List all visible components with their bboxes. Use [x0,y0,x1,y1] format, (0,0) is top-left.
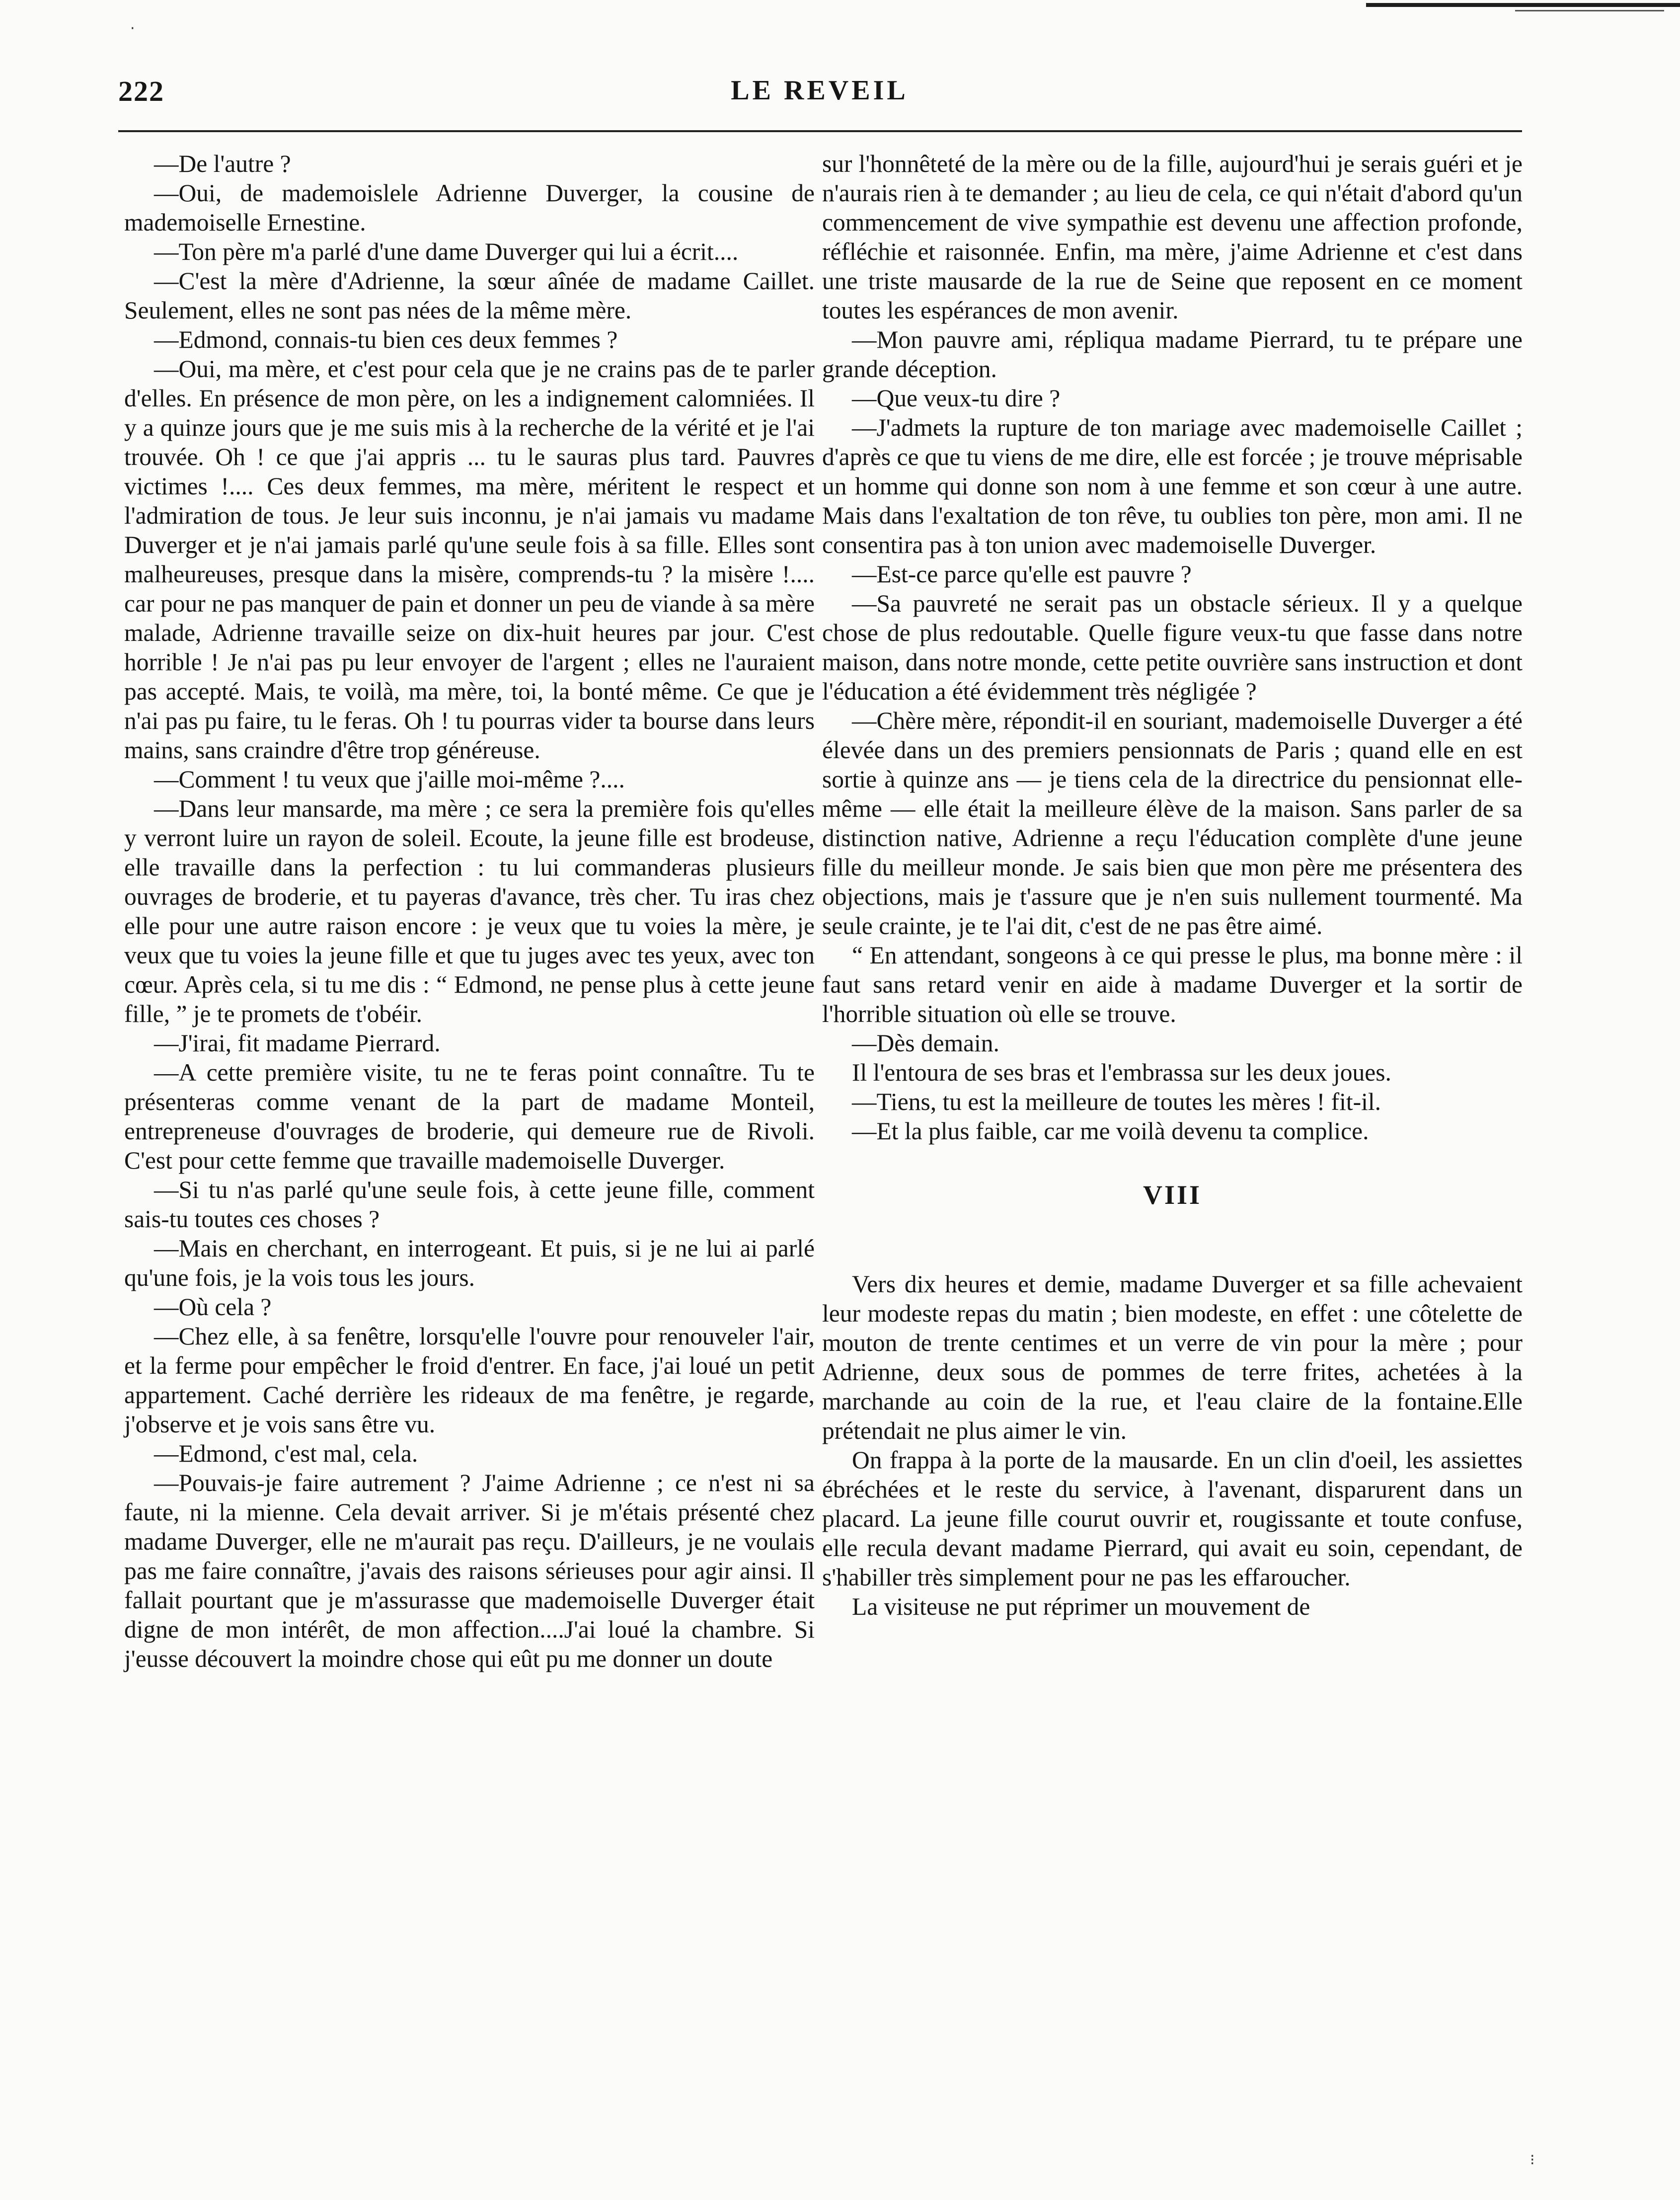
print-speck-mark: ⁝ [1530,2151,1535,2169]
paragraph: —C'est la mère d'Adrienne, la sœur aînée de madame Caillet. Seulement, elles ne sont pas nées de la même mère. [124,267,815,324]
chapter-heading: VIII [1143,1180,1202,1210]
paragraph: —Ton père m'a parlé d'une dame Duverger qui lui a écrit.... [154,238,739,265]
paragraph: —Oui, de mademoislele Adrienne Duverger, la cousine de mademoiselle Ernestine. [124,179,815,236]
paragraph: —Edmond, c'est mal, cela. [154,1440,418,1467]
paragraph: —J'irai, fit madame Pierrard. [154,1029,441,1057]
paragraph: —J'admets la rupture de ton mariage avec mademoiselle Caillet ; d'après ce que tu viens de me dire, elle est forcée ; je trouve méprisable un homme qui donne son nom à une femme et son cœur à une autre. Mais dans l'exaltation de ton rêve, tu oublies ton père, mon ami. Il ne consentira pas à ton union avec mademoiselle Duverger. [822,414,1523,558]
top-edge-rule [1366,3,1680,7]
running-title: LE REVEIL [731,75,909,106]
header-rule [118,130,1522,132]
right-column [822,149,1523,1621]
print-speck-mark: · [130,20,135,37]
paragraph: —Sa pauvreté ne serait pas un obstacle sérieux. Il y a quelque chose de plus redoutable. Quelle figure veux-tu que fasse dans notre maison, dans notre monde, cette petite ouvrière sans instruction et dont l'éducation a été évidemment très négligée ? [822,590,1523,705]
paragraph: —Oui, ma mère, et c'est pour cela que je ne crains pas de te parler d'elles. En présence de mon père, on les a indignement calomniées. Il y a quinze jours que je me suis mis à la recherche de la vérité et je l'ai trouvée. Oh ! ce que j'ai appris ... tu le sauras plus tard. Pauvres victimes !.... Ces deux femmes, ma mère, méritent le respect et l'admiration de tous. Je leur suis inconnu, je n'ai jamais vu madame Duverger et je n'ai jamais parlé qu'une seule fois à sa fille. Elles sont malheureuses, presque dans la misère, comprends-tu ? la misère !.... car pour ne pas manquer de pain et donner un peu de viande à sa mère malade, Adrienne travaille seize on dix-huit heures par jour. C'est horrible ! Je n'ai pas pu leur envoyer de l'argent ; elles ne l'auraient pas accepté. Mais, te voilà, ma mère, toi, la bonté même. Ce que je n'ai pas pu faire, tu le feras. Oh ! tu pourras vider ta bourse dans leurs mains, sans craindre d'être trop généreuse. [124,355,815,764]
paragraph: —Si tu n'as parlé qu'une seule fois, à cette jeune fille, comment sais-tu toutes ces choses ? [124,1176,815,1233]
paragraph: La visiteuse ne put réprimer un mouvement de [852,1593,1310,1620]
paragraph: —Comment ! tu veux que j'aille moi-même ?.... [154,766,625,793]
paragraph: —Chez elle, à sa fenêtre, lorsqu'elle l'ouvre pour renouveler l'air, et la ferme pour empêcher le froid d'entrer. En face, j'ai loué un petit appartement. Caché derrière les rideaux de ma fenêtre, je regarde, j'observe et je vois sans être vu. [124,1323,815,1438]
paragraph: —A cette première visite, tu ne te feras point connaître. Tu te présenteras comme venant de la part de madame Monteil, entrepreneuse d'ouvrages de broderie, qui demeure rue de Rivoli. C'est pour cette femme que travaille mademoiselle Duverger. [124,1059,815,1174]
paragraph: —Chère mère, répondit-il en souriant, mademoiselle Duverger a été élevée dans un des premiers pensionnats de Paris ; quand elle en est sortie à quinze ans — je tiens cela de la directrice du pensionnat elle-même — elle était la meilleure élève de la maison. Sans parler de sa distinction native, Adrienne a reçu l'éducation complète d'une jeune fille du meilleur monde. Je sais bien que mon père me présentera des objections, mais je t'assure que je n'en suis nullement tourmenté. Ma seule crainte, je te l'ai dit, c'est de ne pas être aimé. [822,707,1523,940]
paragraph: —Est-ce parce qu'elle est pauvre ? [852,560,1192,588]
paragraph: Vers dix heures et demie, madame Duverger et sa fille achevaient leur modeste repas du matin ; bien modeste, en effet : une côtelette de mouton de trente centimes et un verre de vin pour la mère ; pour Adrienne, deux sous de pommes de terre frites, achetées à la marchande au coin de la rue, et l'eau claire de la fontaine.Elle prétendait ne plus aimer le vin. [822,1270,1523,1444]
paragraph: —Et la plus faible, car me voilà devenu ta complice. [852,1117,1369,1145]
paragraph: —Que veux-tu dire ? [852,385,1061,412]
paragraph: —Mon pauvre ami, répliqua madame Pierrard, tu te prépare une grande déception. [822,326,1523,383]
paragraph: —Dès demain. [852,1029,999,1057]
paragraph: —De l'autre ? [154,150,291,177]
paragraph: —Edmond, connais-tu bien ces deux femmes ? [154,326,618,353]
paragraph: —Mais en cherchant, en interrogeant. Et puis, si je ne lui ai parlé qu'une fois, je la vois tous les jours. [124,1235,815,1291]
paragraph: —Tiens, tu est la meilleure de toutes les mères ! fit-il. [852,1088,1381,1115]
paragraph: Il l'entoura de ses bras et l'embrassa sur les deux joues. [852,1059,1391,1086]
paragraph: sur l'honnêteté de la mère ou de la fille, aujourd'hui je serais guéri et je n'aurais rien à te demander ; au lieu de cela, ce qui n'était d'abord qu'un commencement de vive sympathie est devenu une affection profonde, réfléchie et raisonnée. Enfin, ma mère, j'aime Adrienne et c'est dans une triste mausarde de la rue de Seine que reposent en ce moment toutes les espérances de mon avenir. [822,150,1523,324]
paragraph: —Dans leur mansarde, ma mère ; ce sera la première fois qu'elles y verront luire un rayon de soleil. Ecoute, la jeune fille est brodeuse, elle travaille dans la perfection : tu lui commanderas plusieurs ouvrages de broderie, et tu payeras d'avance, très cher. Tu iras chez elle pour une autre raison encore : je veux que tu voies la mère, je veux que tu voies la jeune fille et que tu juges avec tes yeux, avec ton cœur. Après cela, si tu me dis : “ Edmond, ne pense plus à cette jeune fille, ” je te promets de t'obéir. [124,795,815,1027]
paragraph: —Pouvais-je faire autrement ? J'aime Adrienne ; ce n'est ni sa faute, ni la mienne. Cela devait arriver. Si je m'étais présenté chez madame Duverger, elle ne m'aurait pas reçu. D'ailleurs, je ne voulais pas me faire connaître, j'avais des raisons sérieuses pour agir ainsi. Il fallait pourtant que je m'assurasse que mademoiselle Duverger était digne de mon intérêt, de mon affection....J'ai loué la chambre. Si j'eusse découvert la moindre chose qui eût pu me donner un doute [124,1469,815,1672]
page-number: 222 [118,75,164,107]
paragraph: On frappa à la porte de la mausarde. En un clin d'oeil, les assiettes ébréchées et le reste du service, à l'avenant, disparurent dans un placard. La jeune fille courut ouvrir et, rougissante et toute confuse, elle recula devant madame Pierrard, qui avait eu soin, cependant, de s'habiller très simplement pour ne pas les effaroucher. [822,1446,1523,1591]
paragraph: “ En attendant, songeons à ce qui presse le plus, ma bonne mère : il faut sans retard venir en aide à madame Duverger et la sortir de l'horrible situation où elle se trouve. [822,942,1523,1027]
left-column [124,149,815,1673]
top-edge-rule-secondary [1515,10,1664,11]
paragraph: —Où cela ? [154,1293,272,1321]
